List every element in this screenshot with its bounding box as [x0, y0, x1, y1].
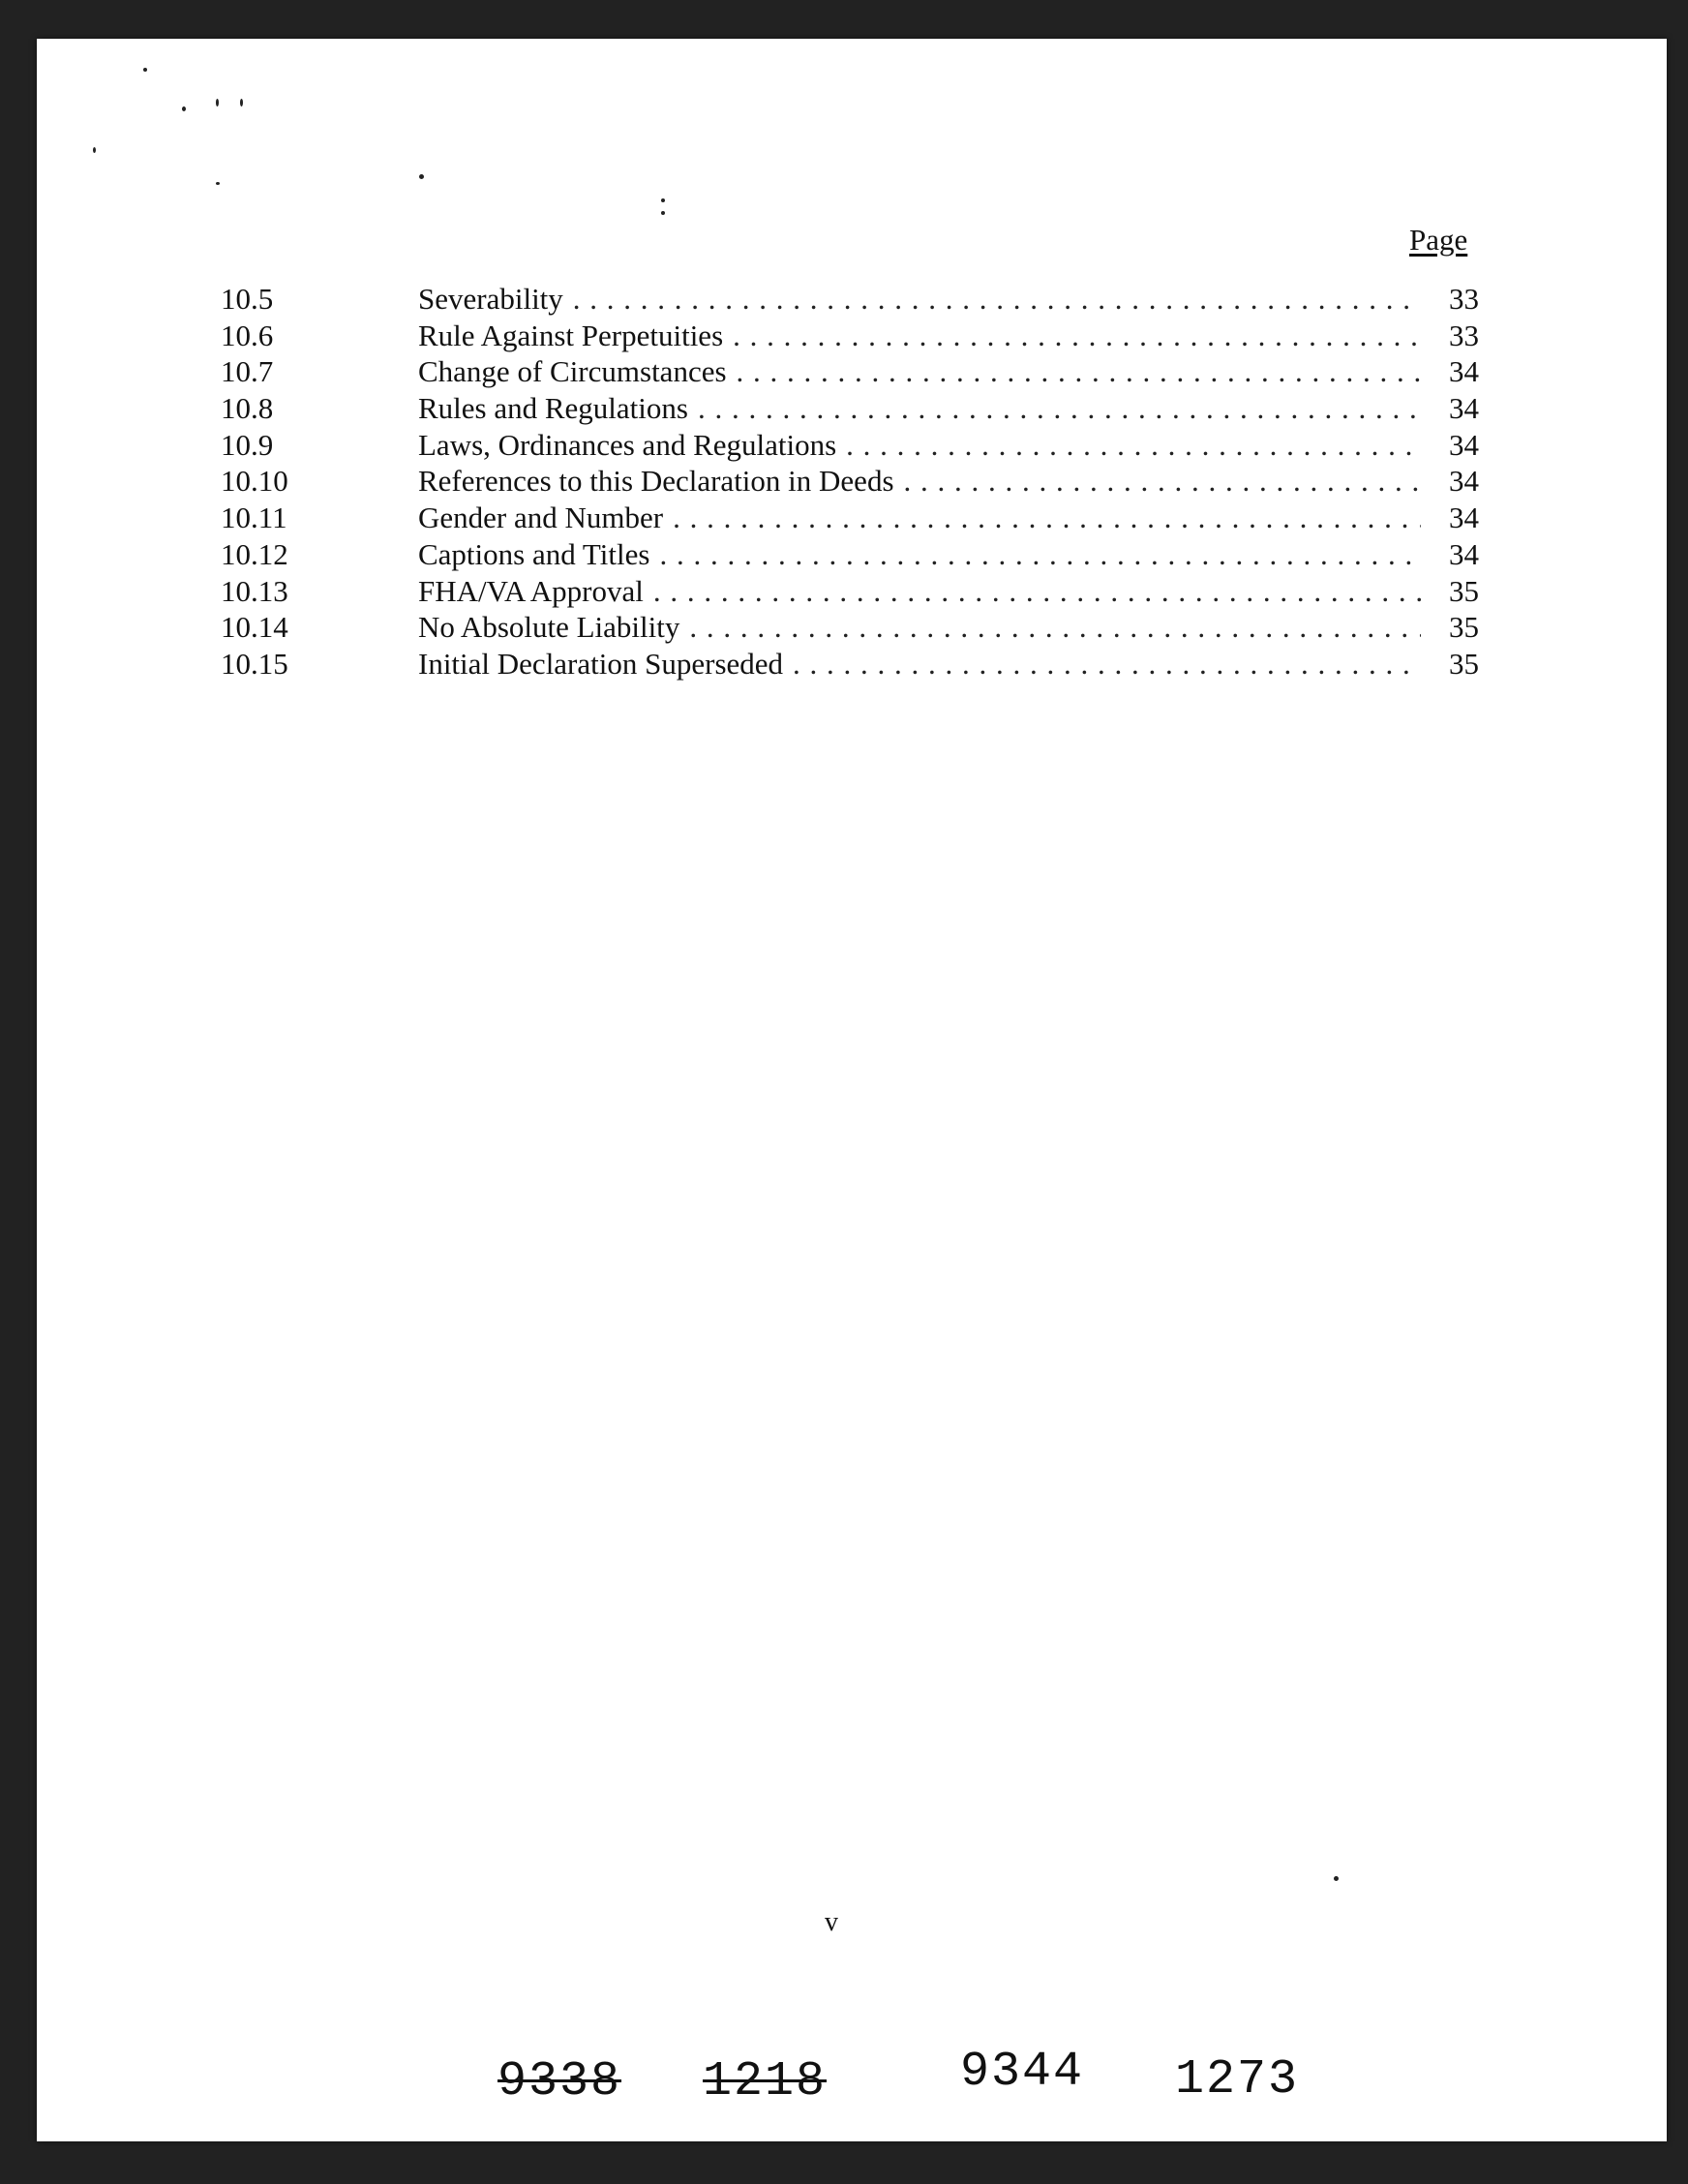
toc-entry-number: 10.8	[221, 391, 274, 426]
document-paper	[37, 39, 1667, 2141]
toc-entry-number: 10.14	[221, 610, 288, 645]
toc-entry-number: 10.7	[221, 354, 274, 389]
toc-entry-page: 34	[1449, 354, 1479, 389]
scan-speck	[143, 68, 147, 72]
scan-speck	[661, 211, 665, 215]
scan-speck	[93, 147, 96, 153]
toc-entry-page: 34	[1449, 427, 1479, 462]
toc-dot-leader	[698, 390, 1421, 427]
toc-entry-page: 34	[1449, 464, 1479, 499]
toc-dot-leader	[793, 646, 1421, 682]
toc-dot-leader	[733, 318, 1421, 354]
toc-dot-leader	[653, 573, 1421, 610]
toc-entry-page: 34	[1449, 500, 1479, 535]
toc-entry	[221, 500, 1479, 536]
toc-entry	[221, 390, 1479, 427]
toc-entry-title: Gender and Number	[418, 500, 664, 535]
toc-entry	[221, 353, 1479, 390]
struck-number: 9338	[497, 2054, 622, 2109]
toc-entry-number: 10.5	[221, 282, 274, 316]
scan-speck	[216, 182, 220, 185]
toc-entry-title: No Absolute Liability	[418, 610, 680, 645]
toc-entry-number: 10.10	[221, 464, 288, 499]
toc-dot-leader	[673, 500, 1421, 536]
toc-entry-page: 35	[1449, 646, 1479, 681]
toc-dot-leader	[846, 427, 1421, 464]
toc-entry-title: Rule Against Perpetuities	[418, 318, 724, 352]
toc-entry-page: 35	[1449, 573, 1479, 608]
toc-entry	[221, 281, 1479, 318]
toc-entry-number: 10.12	[221, 536, 288, 571]
toc-entry-number: 10.6	[221, 318, 274, 352]
toc-entry-title: References to this Declaration in Deeds	[418, 464, 894, 499]
toc-entry-number: 10.13	[221, 573, 288, 608]
toc-entry-number: 10.9	[221, 427, 274, 462]
toc-entry-title: Change of Circumstances	[418, 354, 727, 389]
toc-entry-number: 10.11	[221, 500, 287, 535]
toc-entry-title: FHA/VA Approval	[418, 573, 644, 608]
bates-number: 1273	[1175, 2052, 1300, 2108]
toc-entry	[221, 646, 1479, 682]
toc-entry	[221, 463, 1479, 500]
toc-entry-page: 34	[1449, 391, 1479, 426]
toc-dot-leader	[904, 463, 1421, 500]
scan-speck	[1334, 1876, 1339, 1881]
toc-entry-title: Rules and Regulations	[418, 391, 688, 426]
table-of-contents	[221, 281, 1479, 682]
toc-dot-leader	[737, 353, 1421, 390]
toc-dot-leader	[573, 281, 1421, 318]
toc-entry	[221, 427, 1479, 464]
toc-entry-title: Initial Declaration Superseded	[418, 646, 784, 681]
toc-entry-title: Laws, Ordinances and Regulations	[418, 427, 837, 462]
scan-speck	[419, 174, 424, 179]
bates-number: 9344	[960, 2045, 1085, 2100]
scan-speck	[661, 198, 665, 202]
toc-entry	[221, 536, 1479, 573]
toc-entry-page: 33	[1449, 318, 1479, 352]
scan-speck	[240, 99, 243, 106]
scan-speck	[216, 99, 219, 106]
toc-dot-leader	[689, 609, 1421, 646]
toc-entry-number: 10.15	[221, 646, 288, 681]
toc-entry-page: 33	[1449, 282, 1479, 316]
toc-entry-title: Captions and Titles	[418, 536, 650, 571]
toc-entry-title: Severability	[418, 282, 563, 316]
toc-entry	[221, 318, 1479, 354]
toc-entry-page: 34	[1449, 536, 1479, 571]
toc-entry	[221, 573, 1479, 610]
roman-page-number: v	[825, 1907, 838, 1937]
toc-entry	[221, 609, 1479, 646]
struck-number: 1218	[703, 2054, 828, 2109]
scan-speck	[182, 106, 186, 111]
page-column-header: Page	[1409, 223, 1468, 257]
toc-dot-leader	[659, 536, 1421, 573]
toc-entry-page: 35	[1449, 610, 1479, 645]
